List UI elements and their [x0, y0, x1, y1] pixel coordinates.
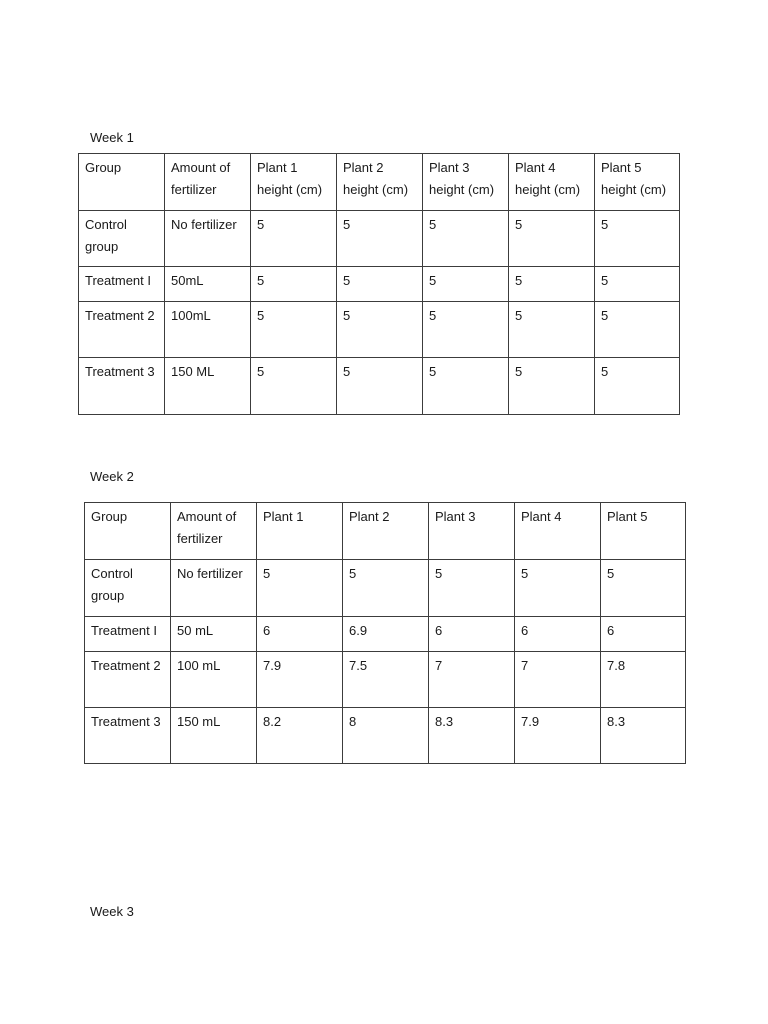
week1-table — [78, 153, 680, 415]
header-cell: Plant 1 — [257, 503, 343, 560]
table-header-row — [79, 154, 680, 211]
table-cell: 7.5 — [343, 652, 429, 708]
header-cell: Plant 4 height (cm) — [509, 154, 595, 211]
table-cell: 5 — [337, 302, 423, 358]
table-cell: 5 — [595, 211, 680, 267]
table-cell: 5 — [595, 358, 680, 415]
table-cell: 100 mL — [171, 652, 257, 708]
table-cell: 5 — [251, 211, 337, 267]
table-cell: 5 — [343, 560, 429, 617]
table-cell: 6 — [515, 617, 601, 652]
table-row — [79, 302, 680, 358]
table-cell: 6.9 — [343, 617, 429, 652]
table-header-row — [85, 503, 686, 560]
table-cell: Control group — [85, 560, 171, 617]
table-cell: 8.3 — [601, 708, 686, 764]
table-row — [85, 617, 686, 652]
table-cell: 7 — [515, 652, 601, 708]
header-cell: Plant 5 — [601, 503, 686, 560]
table-cell: 5 — [251, 302, 337, 358]
table-cell: No fertilizer — [171, 560, 257, 617]
header-cell: Amount of fertilizer — [165, 154, 251, 211]
header-cell: Group — [79, 154, 165, 211]
table-cell: 150 mL — [171, 708, 257, 764]
table-cell: 5 — [423, 302, 509, 358]
table-cell: 5 — [509, 358, 595, 415]
table-cell: 6 — [601, 617, 686, 652]
header-cell: Plant 2 height (cm) — [337, 154, 423, 211]
table-cell: 6 — [429, 617, 515, 652]
table-cell: 50 mL — [171, 617, 257, 652]
table-cell: 7.8 — [601, 652, 686, 708]
table-cell: 5 — [251, 358, 337, 415]
header-cell: Group — [85, 503, 171, 560]
table-cell: 5 — [509, 267, 595, 302]
header-cell: Plant 5 height (cm) — [595, 154, 680, 211]
header-cell: Plant 3 height (cm) — [423, 154, 509, 211]
table-cell: Treatment 2 — [85, 652, 171, 708]
table-cell: 5 — [423, 211, 509, 267]
table-cell: 100mL — [165, 302, 251, 358]
table-cell: 7.9 — [257, 652, 343, 708]
table-cell: 6 — [257, 617, 343, 652]
table-row — [79, 267, 680, 302]
table-cell: 5 — [337, 211, 423, 267]
table-cell: 5 — [429, 560, 515, 617]
table-cell: Treatment 3 — [79, 358, 165, 415]
table-cell: 150 ML — [165, 358, 251, 415]
header-cell: Plant 3 — [429, 503, 515, 560]
table-cell: 8.3 — [429, 708, 515, 764]
table-cell: 5 — [595, 267, 680, 302]
week3-heading: Week 3 — [90, 904, 134, 919]
table-cell: Treatment I — [85, 617, 171, 652]
table-cell: 5 — [423, 358, 509, 415]
table-cell: 50mL — [165, 267, 251, 302]
table-cell: Treatment 2 — [79, 302, 165, 358]
table-cell: 8 — [343, 708, 429, 764]
header-cell: Plant 2 — [343, 503, 429, 560]
table-cell: Treatment 3 — [85, 708, 171, 764]
table-row — [79, 358, 680, 415]
table-cell: No fertilizer — [165, 211, 251, 267]
table-cell: 5 — [337, 358, 423, 415]
week2-table — [84, 502, 686, 764]
table-cell: 5 — [257, 560, 343, 617]
table-cell: 5 — [509, 211, 595, 267]
header-cell: Plant 1 height (cm) — [251, 154, 337, 211]
table-cell: Control group — [79, 211, 165, 267]
table-cell: 5 — [423, 267, 509, 302]
table-cell: Treatment I — [79, 267, 165, 302]
table-cell: 5 — [509, 302, 595, 358]
table-row — [85, 560, 686, 617]
header-cell: Amount of fertilizer — [171, 503, 257, 560]
table-row — [79, 211, 680, 267]
table-cell: 7.9 — [515, 708, 601, 764]
header-cell: Plant 4 — [515, 503, 601, 560]
table-cell: 8.2 — [257, 708, 343, 764]
table-cell: 7 — [429, 652, 515, 708]
table-cell: 5 — [601, 560, 686, 617]
table-cell: 5 — [337, 267, 423, 302]
table-cell: 5 — [251, 267, 337, 302]
table-row — [85, 708, 686, 764]
table-cell: 5 — [595, 302, 680, 358]
table-cell: 5 — [515, 560, 601, 617]
week2-heading: Week 2 — [90, 469, 134, 484]
week1-heading: Week 1 — [90, 130, 134, 145]
table-row — [85, 652, 686, 708]
